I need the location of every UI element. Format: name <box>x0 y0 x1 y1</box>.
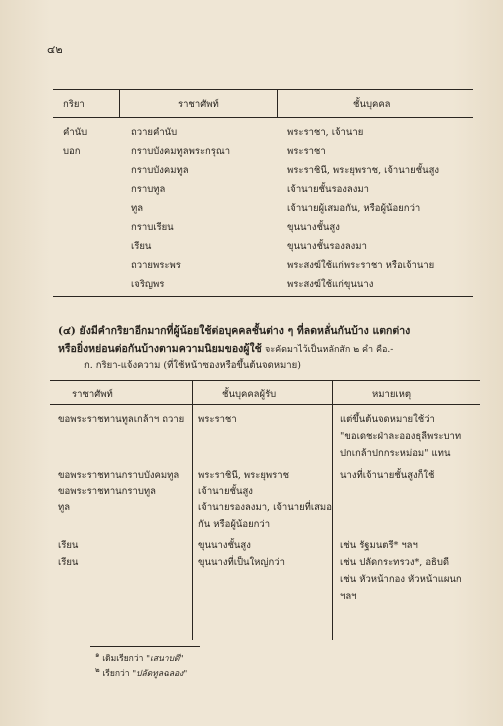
header-royal-word: ราชาศัพท์ <box>178 99 219 110</box>
table1-cell: กราบทูล <box>131 184 166 195</box>
paragraph-line-1: (๔) ยังมีคำกริยาอีกมากที่ผู้น้อยใช้ต่อบุคคลชั้นต่าง ๆ ที่ลดหลั่นกันบ้าง แตกต่าง <box>58 325 411 337</box>
table2-remark-cell: เช่น รัฐมนตรี* ฯลฯ <box>340 540 418 551</box>
header-person-level: ชั้นบุคคล <box>353 99 391 110</box>
table1-cell: ขุนนางชั้นสูง <box>287 222 340 233</box>
table2-remark-cell: เช่น ปลัดกระทรวง*, อธิบดี <box>340 557 450 568</box>
table2-recipient-cell: พระราชินี, พระยุพราช <box>198 470 290 481</box>
table2-remark-cell: ฯลฯ <box>340 591 357 602</box>
table2-remark-cell: นางที่เจ้านายชั้นสูงก็ใช้ <box>340 470 435 481</box>
table1-cell: พระราชินี, พระยุพราช, เจ้านายชั้นสูง <box>287 165 440 176</box>
table1-cell: ขุนนางชั้นรองลงมา <box>287 241 367 252</box>
footnote-divider <box>90 646 200 647</box>
footnote-1: $^๑$ เดิมเรียกว่า "เสนาบดี" <box>95 650 184 664</box>
header2-recipient: ชั้นบุคคลผู้รับ <box>222 389 277 400</box>
page-number: ๔๒ <box>47 43 63 56</box>
table2-recipient-cell: ขุนนางชั้นสูง <box>198 540 251 551</box>
table1-cell: กราบบังคมทูลพระกรุณา <box>131 146 231 157</box>
footnote-2: $^๒$ เรียกว่า "ปลัดทูลฉลอง" <box>95 665 188 679</box>
table1-cell: พระราชา, เจ้านาย <box>287 127 364 138</box>
table2-royal-word-cell: ขอพระราชทานกราบบังคมทูล <box>58 470 180 481</box>
table2-royal-word-cell: ขอพระราชทานทูลเกล้าฯ ถวาย <box>58 414 185 425</box>
table2-recipient-cell: เจ้านายชั้นสูง <box>198 486 253 497</box>
table1-cell: พระสงฆ์ใช้แก่พระราชา หรือเจ้านาย <box>287 260 435 271</box>
table2-remark-cell: ปกเกล้าปกกระหม่อม" แทน <box>340 448 451 459</box>
table2-remark-cell: แต่ขึ้นต้นจดหมายใช้ว่า <box>340 414 435 425</box>
header2-remark: หมายเหตุ <box>372 389 412 400</box>
subsection-heading: ก. กริยา-แจ้งความ (ที่ใช้หน้าซองหรือขึ้นต้นจดหมาย) <box>84 360 301 371</box>
table2-royal-word-cell: ขอพระราชทานกราบทูล <box>58 486 156 497</box>
table2-recipient-cell: กัน หรือผู้น้อยกว่า <box>198 519 271 530</box>
table1-cell: คำนับ <box>63 127 88 138</box>
verb-table <box>53 89 473 299</box>
header2-royal-word: ราชาศัพท์ <box>72 389 113 400</box>
table1-cell: เจริญพร <box>131 279 165 290</box>
table1-cell: พระราชา <box>287 146 326 157</box>
table2-remark-cell: เช่น หัวหน้ากอง หัวหน้าแผนก <box>340 574 462 585</box>
table2-recipient-cell: ขุนนางที่เป็นใหญ่กว่า <box>198 557 285 568</box>
table2-royal-word-cell: เรียน <box>58 557 79 568</box>
table1-cell: เจ้านายชั้นรองลงมา <box>287 184 369 195</box>
table1-cell: บอก <box>63 146 81 157</box>
header-verb: กริยา <box>63 99 85 110</box>
table2-royal-word-cell: ทูล <box>58 502 71 513</box>
table1-cell: กราบบังคมทูล <box>131 165 189 176</box>
table1-cell: ถวายพระพร <box>131 260 181 271</box>
table2-royal-word-cell: เรียน <box>58 540 79 551</box>
paragraph-line-2: หรือยิ่งหย่อนต่อกันบ้างตามความนิยมของผู้ใช้ จะคัดมาไว้เป็นหลักสัก ๒ คำ คือ.- <box>58 343 394 355</box>
letter-table <box>50 380 480 640</box>
table1-cell: เจ้านายผู้เสมอกัน, หรือผู้น้อยกว่า <box>287 203 421 214</box>
table2-recipient-cell: เจ้านายรองลงมา, เจ้านายที่เสมอ <box>198 502 332 513</box>
table2-recipient-cell: พระราชา <box>198 414 237 425</box>
table1-cell: กราบเรียน <box>131 222 174 233</box>
table1-cell: พระสงฆ์ใช้แก่ขุนนาง <box>287 279 374 290</box>
table1-cell: ทูล <box>131 203 144 214</box>
table1-cell: เรียน <box>131 241 152 252</box>
table1-cell: ถวายคำนับ <box>131 127 178 138</box>
table2-remark-cell: "ขอเดชะฝ่าละอองธุลีพระบาท <box>340 431 462 442</box>
